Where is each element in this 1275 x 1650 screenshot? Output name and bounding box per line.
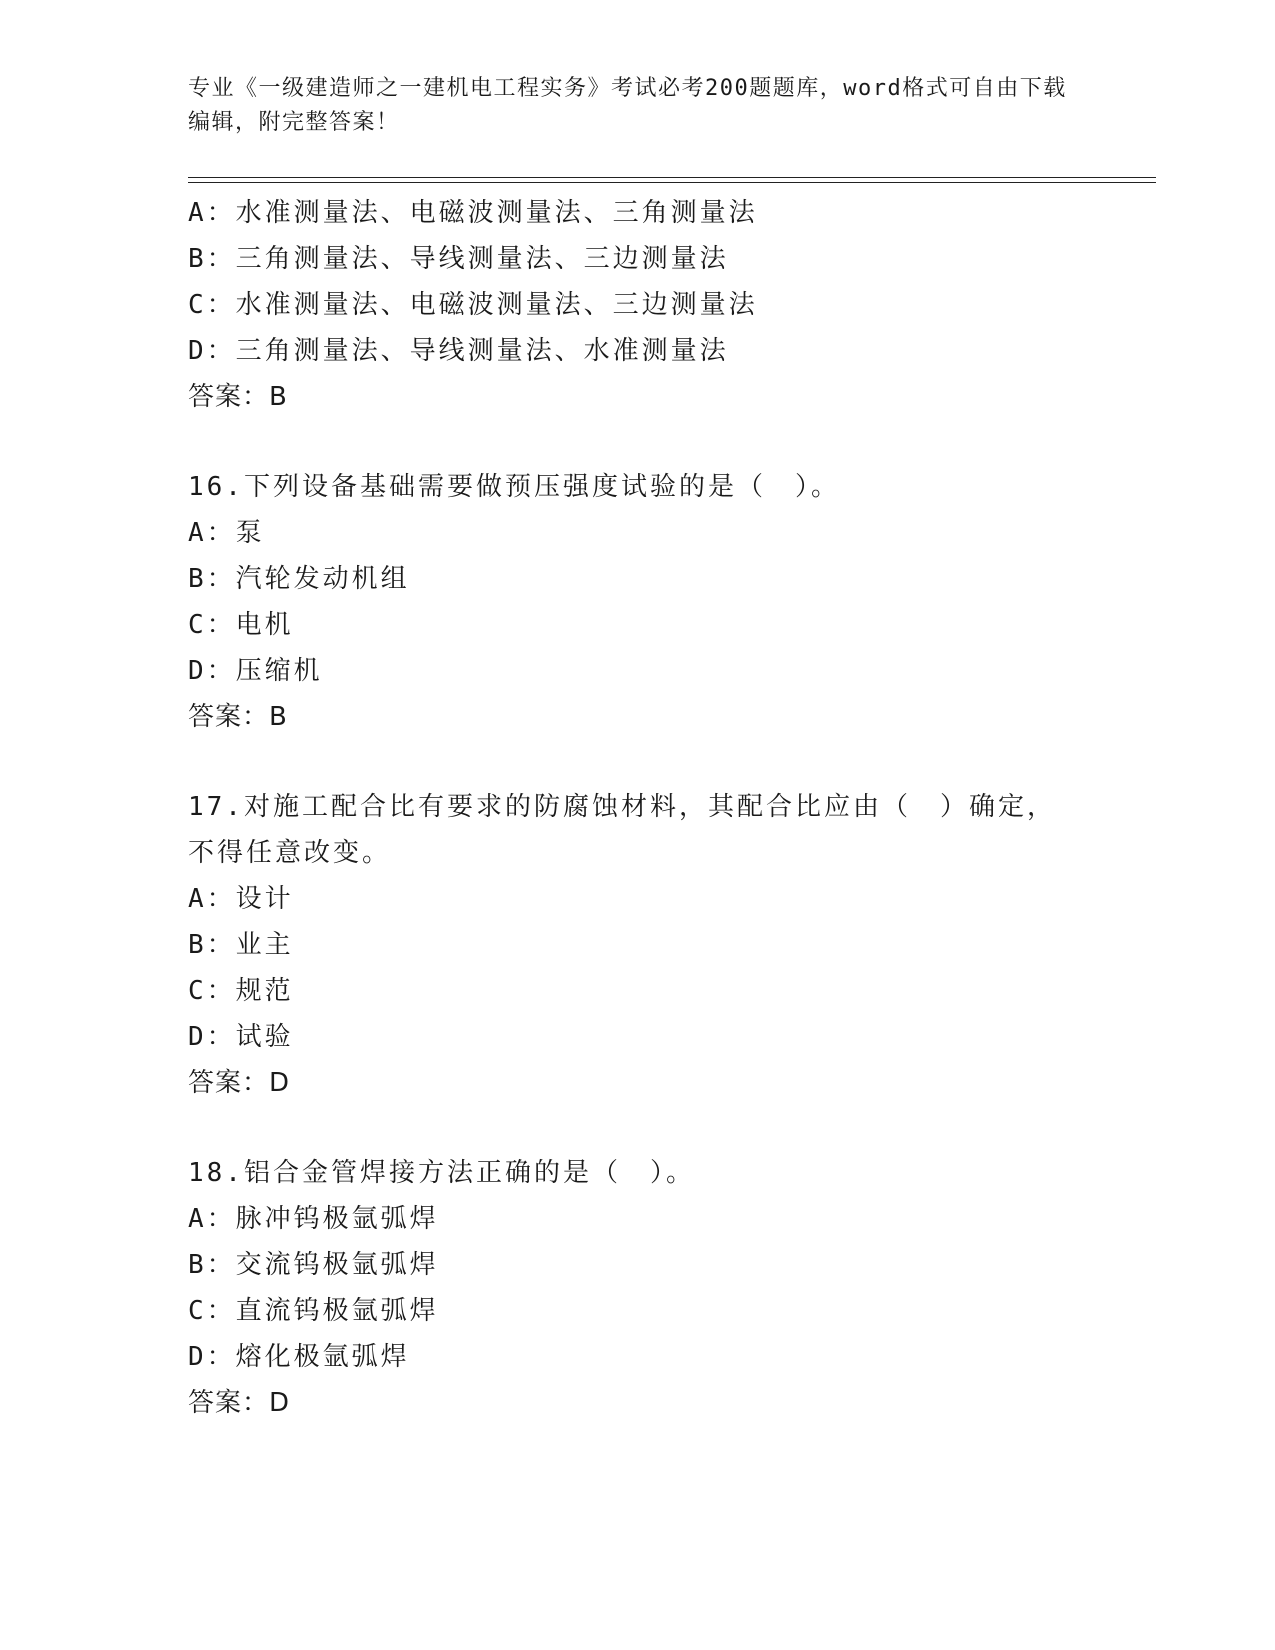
option-a: A：水准测量法、电磁波测量法、三角测量法 <box>188 198 758 228</box>
option-a: A：脉冲钨极氩弧焊 <box>188 1204 439 1234</box>
question-stem: 17.对施工配合比有要求的防腐蚀材料，其配合比应由（ ）确定，不得任意改变。 <box>188 792 1056 868</box>
answer-line: 答案：B <box>188 382 288 412</box>
question-stem: 18.铝合金管焊接方法正确的是（ ）。 <box>188 1158 695 1188</box>
option-d: D：试验 <box>188 1022 294 1052</box>
option-c: C：直流钨极氩弧焊 <box>188 1296 439 1326</box>
option-b: B：交流钨极氩弧焊 <box>188 1250 439 1280</box>
option-b: B：业主 <box>188 930 294 960</box>
document-header: 专业《一级建造师之一建机电工程实务》考试必考200题题库，word格式可自由下载编辑，附完整答案！ <box>188 76 1067 135</box>
answer-line: 答案：D <box>188 1388 291 1418</box>
option-d: D：三角测量法、导线测量法、水准测量法 <box>188 336 729 366</box>
header-divider-bottom <box>188 182 1156 183</box>
option-d: D：熔化极氩弧焊 <box>188 1342 410 1372</box>
answer-line: 答案：B <box>188 702 288 732</box>
option-d: D：压缩机 <box>188 656 323 686</box>
continued-question <box>188 190 1088 420</box>
question-17 <box>188 784 1088 1106</box>
option-c: C：电机 <box>188 610 294 640</box>
option-c: C：规范 <box>188 976 294 1006</box>
option-c: C：水准测量法、电磁波测量法、三边测量法 <box>188 290 758 320</box>
question-list <box>188 190 1088 1426</box>
question-stem: 16.下列设备基础需要做预压强度试验的是（ ）。 <box>188 472 840 502</box>
option-b: B：三角测量法、导线测量法、三边测量法 <box>188 244 729 274</box>
option-a: A：泵 <box>188 518 265 548</box>
option-a: A：设计 <box>188 884 294 914</box>
option-b: B：汽轮发动机组 <box>188 564 410 594</box>
answer-line: 答案：D <box>188 1068 291 1098</box>
question-18 <box>188 1150 1088 1426</box>
question-16 <box>188 464 1088 740</box>
header-divider-top <box>188 177 1156 178</box>
